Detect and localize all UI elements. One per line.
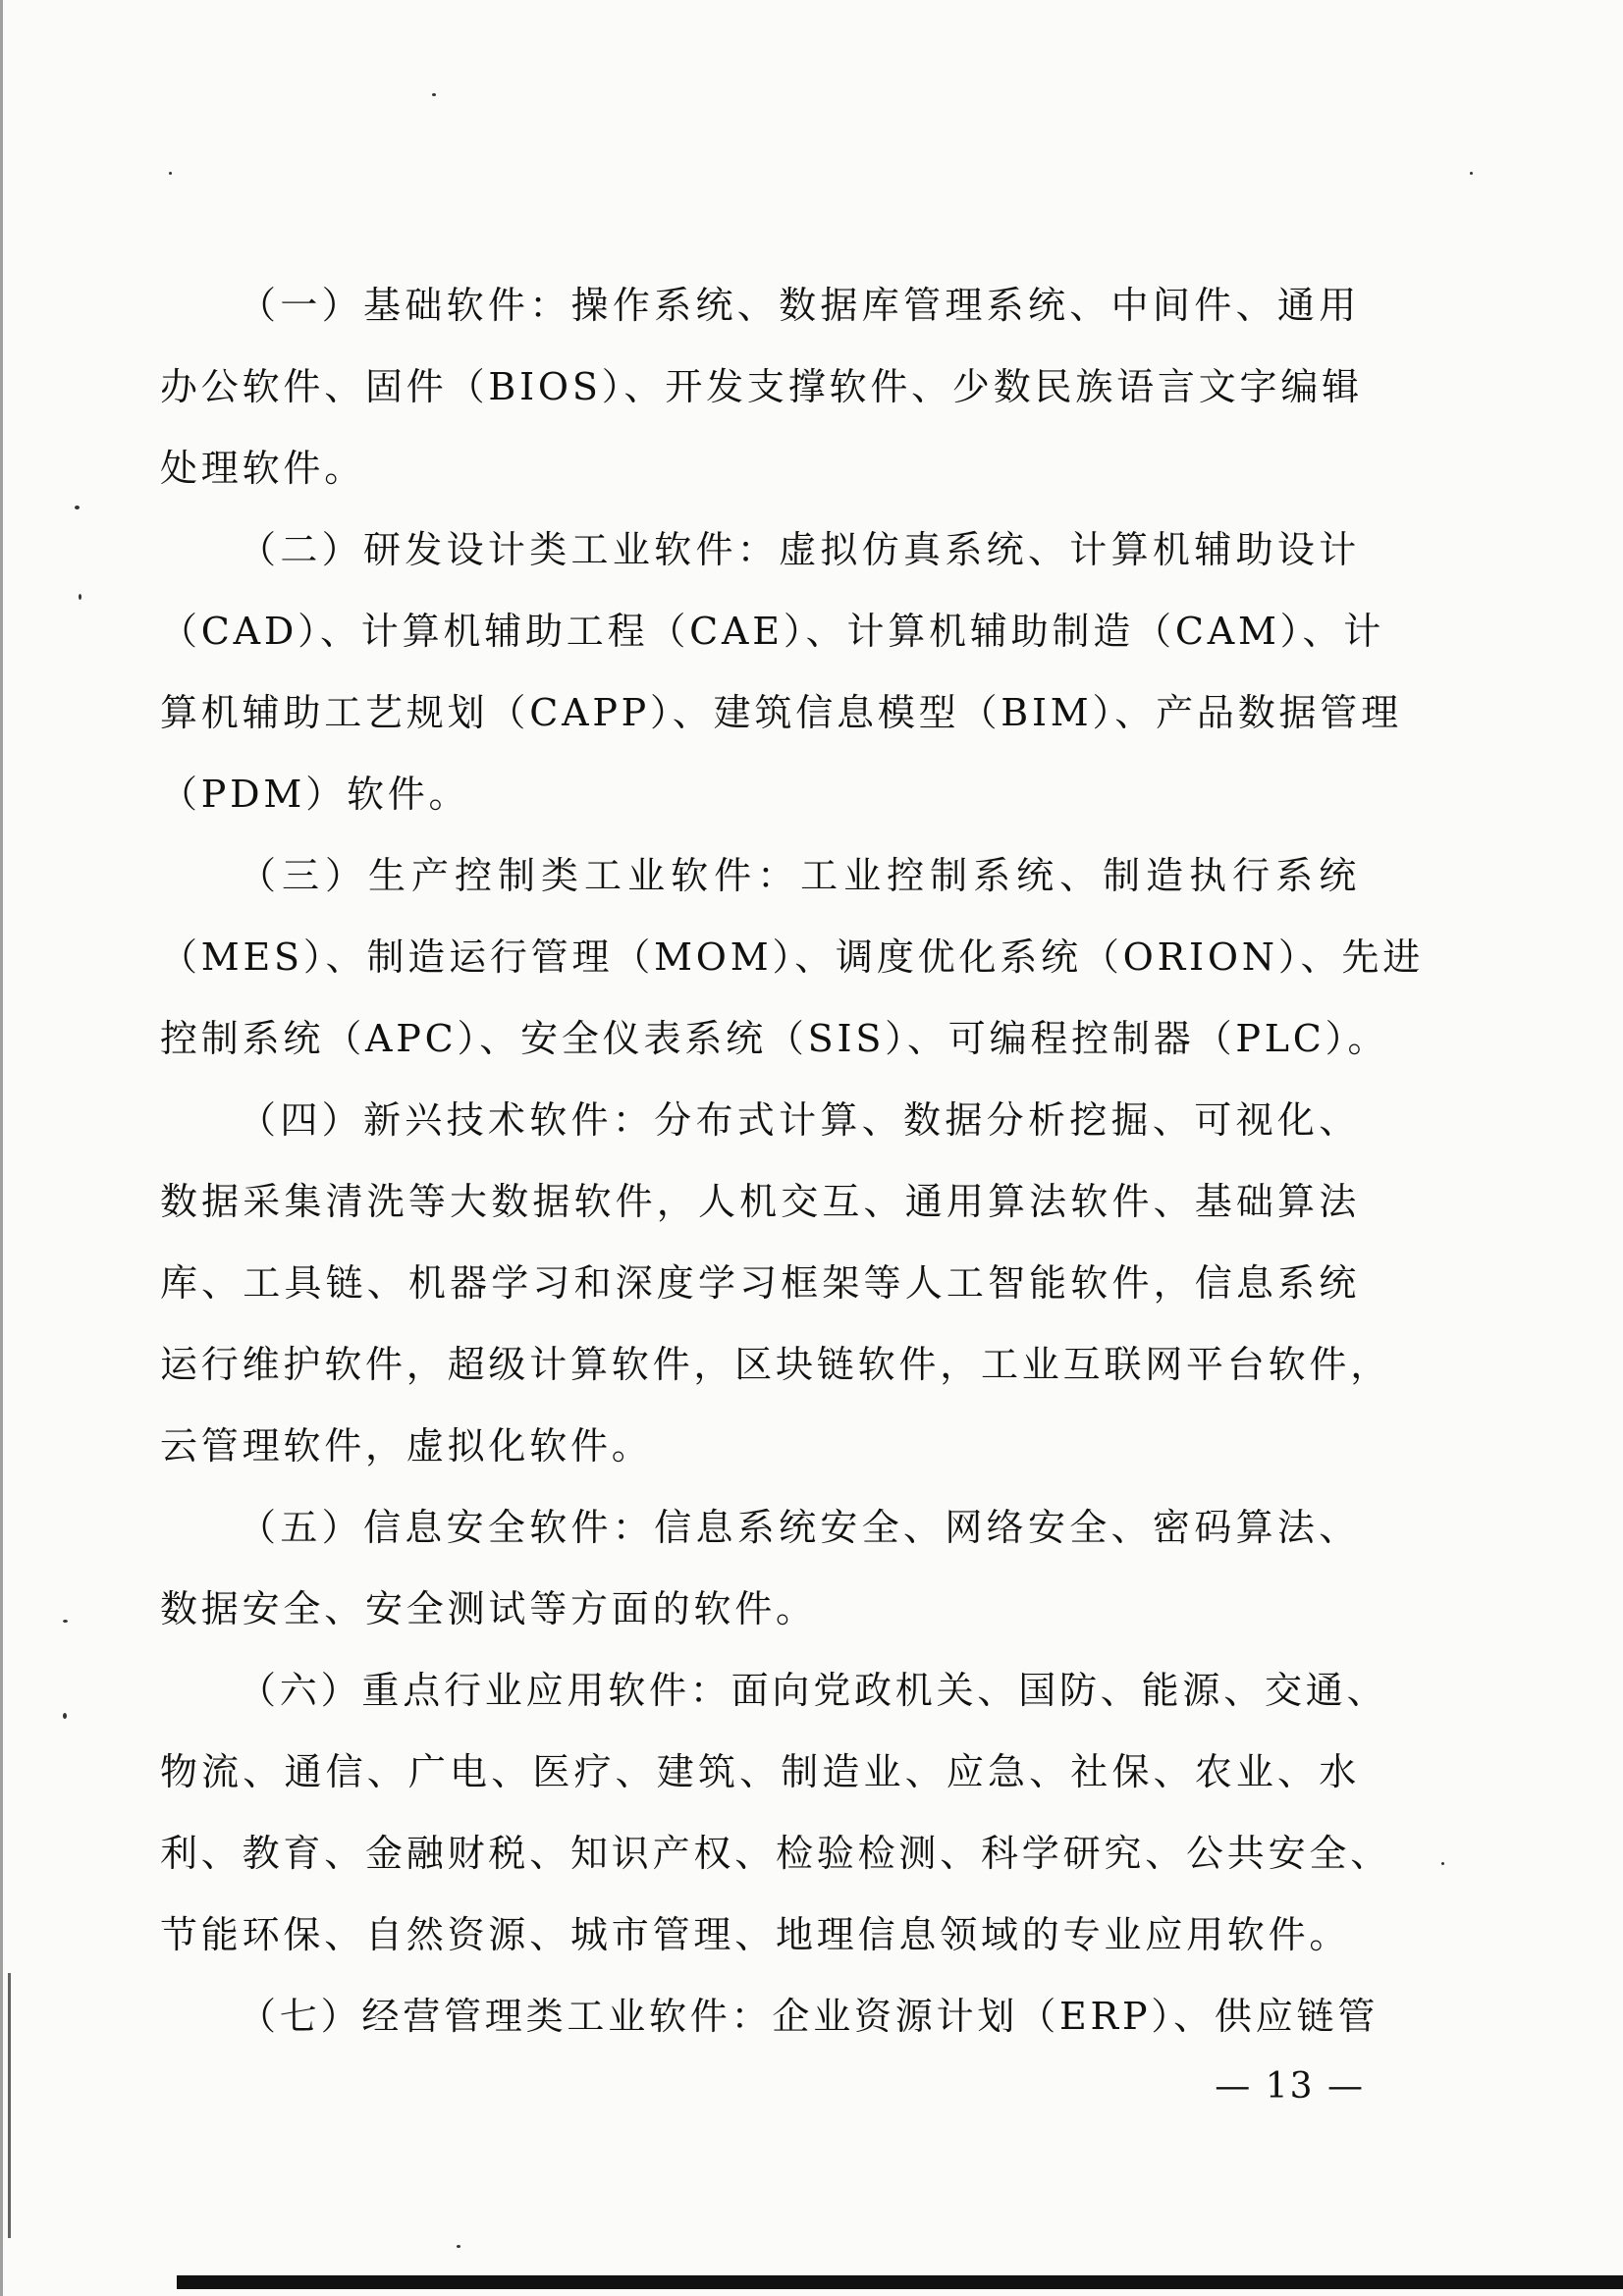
scan-speck [1441, 1862, 1444, 1865]
paragraph-first-line: （一）基础软件：操作系统、数据库管理系统、中间件、通用 [239, 284, 1360, 327]
scan-speck [63, 1713, 67, 1719]
paragraph-first-line: （七）经营管理类工业软件：企业资源计划（ERP）、供应链管 [239, 1995, 1380, 2038]
paragraph-first-line: （六）重点行业应用软件：面向党政机关、国防、能源、交通、 [239, 1669, 1388, 1712]
paragraph-line: （CAD）、计算机辅助工程（CAE）、计算机辅助制造（CAM）、计 [160, 610, 1385, 653]
paragraph-first-line: （五）信息安全软件：信息系统安全、网络安全、密码算法、 [239, 1506, 1360, 1549]
scan-speck [169, 172, 172, 175]
paragraph-line: 办公软件、固件（BIOS）、开发支撑软件、少数民族语言文字编辑 [160, 365, 1363, 408]
paragraph-first-line: （三）生产控制类工业软件：工业控制系统、制造执行系统 [239, 854, 1360, 897]
paragraph-line: （PDM）软件。 [160, 773, 470, 816]
paragraph-line: 处理软件。 [160, 447, 366, 490]
scan-speck [75, 506, 80, 509]
paragraph-first-line: （二）研发设计类工业软件：虚拟仿真系统、计算机辅助设计 [239, 528, 1360, 571]
paragraph-line: 数据安全、安全测试等方面的软件。 [160, 1587, 817, 1630]
scan-speck [457, 2245, 460, 2248]
paragraph-line: 云管理软件，虚拟化软件。 [160, 1424, 653, 1468]
paragraph-line: 利、教育、金融财税、知识产权、检验检测、科学研究、公共安全、 [160, 1832, 1392, 1875]
scan-speck [432, 93, 436, 96]
paragraph-line: 库、工具链、机器学习和深度学习框架等人工智能软件，信息系统 [160, 1261, 1360, 1305]
scan-bottom-border [177, 2275, 1623, 2289]
body-text [160, 265, 1425, 2057]
scan-speck [63, 1620, 68, 1623]
paragraph-line: 控制系统（APC）、安全仪表系统（SIS）、可编程控制器（PLC）。 [160, 1017, 1389, 1060]
paragraph-line: 节能环保、自然资源、城市管理、地理信息领域的专业应用软件。 [160, 1913, 1351, 1956]
paragraph-first-line: （四）新兴技术软件：分布式计算、数据分析挖掘、可视化、 [239, 1098, 1360, 1142]
paragraph-line: 算机辅助工艺规划（CAPP）、建筑信息模型（BIM）、产品数据管理 [160, 691, 1402, 734]
paragraph-line: 运行维护软件，超级计算软件，区块链软件，工业互联网平台软件， [160, 1343, 1392, 1386]
scan-left-edge [0, 0, 3, 2296]
scan-edge-mark [8, 1973, 11, 2238]
paragraph-line: 数据采集清洗等大数据软件，人机交互、通用算法软件、基础算法 [160, 1180, 1360, 1223]
paragraph-line: 物流、通信、广电、医疗、建筑、制造业、应急、社保、农业、水 [160, 1750, 1360, 1793]
scan-speck [79, 594, 81, 600]
page-number: — 13 — [1215, 2066, 1365, 2107]
paragraph-line: （MES）、制造运行管理（MOM）、调度优化系统（ORION）、先进 [160, 935, 1425, 979]
scan-speck [1470, 172, 1473, 175]
